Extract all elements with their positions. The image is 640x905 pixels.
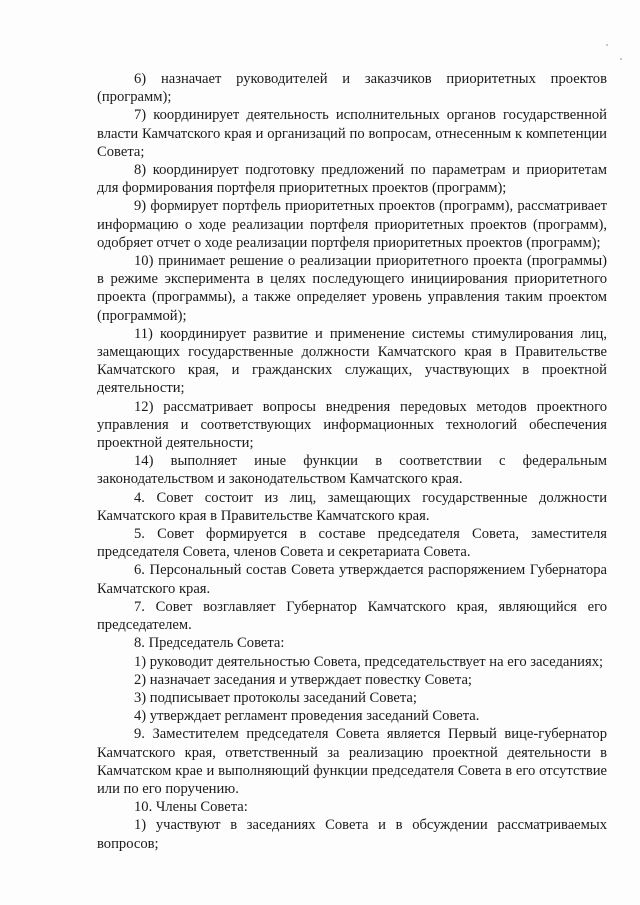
paragraph-section-7: 7. Совет возглавляет Губернатор Камчатского края, являющийся его председателем. xyxy=(97,598,607,634)
paragraph-item-12: 12) рассматривает вопросы внедрения передовых методов проектного управления и соответствующих информационных технологий обеспечения проектной деятельности; xyxy=(97,398,607,452)
document-body xyxy=(97,70,607,853)
paragraph-members-item-1: 1) участвуют в заседаниях Совета и в обсуждении рассматриваемых вопросов; xyxy=(97,817,607,852)
paragraph-item-8: 8) координирует подготовку предложений по параметрам и приоритетам для формирования портфеля приоритетных проектов (программ); xyxy=(97,162,607,197)
paragraph-section-8: 8. Председатель Совета: xyxy=(134,635,285,652)
scan-speck xyxy=(606,44,608,46)
paragraph-chair-item-3: 3) подписывает протоколы заседаний Совета; xyxy=(134,689,417,706)
paragraph-section-5: 5. Совет формируется в составе председателя Совета, заместителя председателя Совета, членов Совета и секретариата Совета. xyxy=(97,526,607,561)
paragraph-item-10: 10) принимает решение о реализации приоритетного проекта (программы) в режиме эксперимента в целях последующего инициирования приоритетного проекта (программы), а также определяет уровень управления таким проектом (программой); xyxy=(97,253,607,324)
scan-speck xyxy=(620,58,622,60)
paragraph-chair-item-1: 1) руководит деятельностью Совета, председательствует на его заседаниях; xyxy=(134,653,604,670)
paragraph-section-9: 9. Заместителем председателя Совета является Первый вице-губернатор Камчатского края, ответственный за реализацию проектной деятельности в Камчатском крае и выполняющий функции председателя Совета в его отсутствие или по его поручению. xyxy=(97,726,607,797)
paragraph-section-4: 4. Совет состоит из лиц, замещающих государственные должности Камчатского края в Правительстве Камчатского края. xyxy=(97,489,607,524)
paragraph-section-10: 10. Члены Совета: xyxy=(134,799,248,816)
paragraph-item-9: 9) формирует портфель приоритетных проектов (программ), рассматривает информацию о ходе реализации портфеля приоритетных проектов (программ), одобряет отчет о ходе реализации портфеля приоритетных проектов (программ); xyxy=(97,198,607,251)
paragraph-section-6: 6. Персональный состав Совета утверждается распоряжением Губернатора Камчатского края. xyxy=(97,562,607,597)
paragraph-item-14: 14) выполняет иные функции в соответствии с федеральным законодательством и законодательством Камчатского края. xyxy=(97,453,607,488)
paragraph-item-11: 11) координирует развитие и применение системы стимулирования лиц, замещающих государственные должности Камчатского края в Правительстве Камчатского края, и гражданских служащих, участвующих в проектной деятельности; xyxy=(97,325,607,397)
paragraph-item-6: 6) назначает руководителей и заказчиков приоритетных проектов (программ); xyxy=(97,71,607,106)
paragraph-chair-item-4: 4) утверждает регламент проведения заседаний Совета. xyxy=(134,708,480,725)
paragraph-item-7: 7) координирует деятельность исполнительных органов государственной власти Камчатского края и организаций по вопросам, отнесенным к компетенции Совета; xyxy=(97,107,607,160)
paragraph-chair-item-2: 2) назначает заседания и утверждает повестку Совета; xyxy=(134,671,472,688)
